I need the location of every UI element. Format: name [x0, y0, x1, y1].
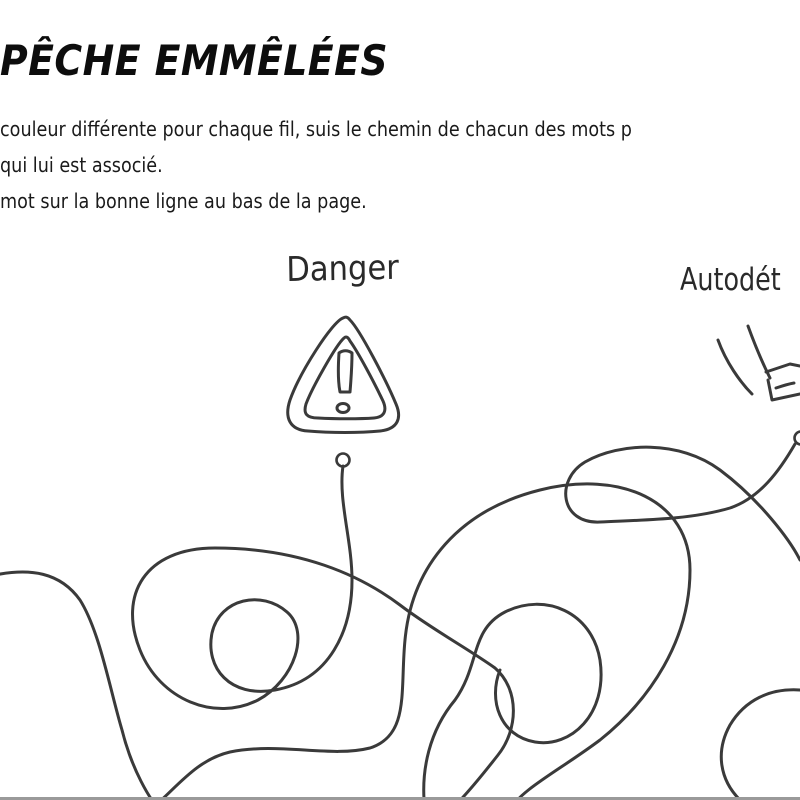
- center-wire: [150, 484, 690, 800]
- warning-triangle-icon: [288, 317, 399, 432]
- instruction-line-2: qui lui est associé.: [0, 153, 163, 177]
- instruction-line-1: couleur différente pour chaque fil, suis le chemin de chacun des mots p: [0, 117, 632, 141]
- autodestruct-wire: [566, 444, 800, 560]
- right-wire: [721, 690, 800, 800]
- autodestruct-label: Autodét: [680, 262, 781, 298]
- detonator-icon: [718, 326, 800, 400]
- worksheet-title: PÊCHE EMMÊLÉES: [0, 36, 389, 85]
- left-wire: [0, 572, 160, 800]
- danger-label: Danger: [286, 247, 400, 290]
- instruction-line-3: mot sur la bonne ligne au bas de la page.: [0, 189, 367, 213]
